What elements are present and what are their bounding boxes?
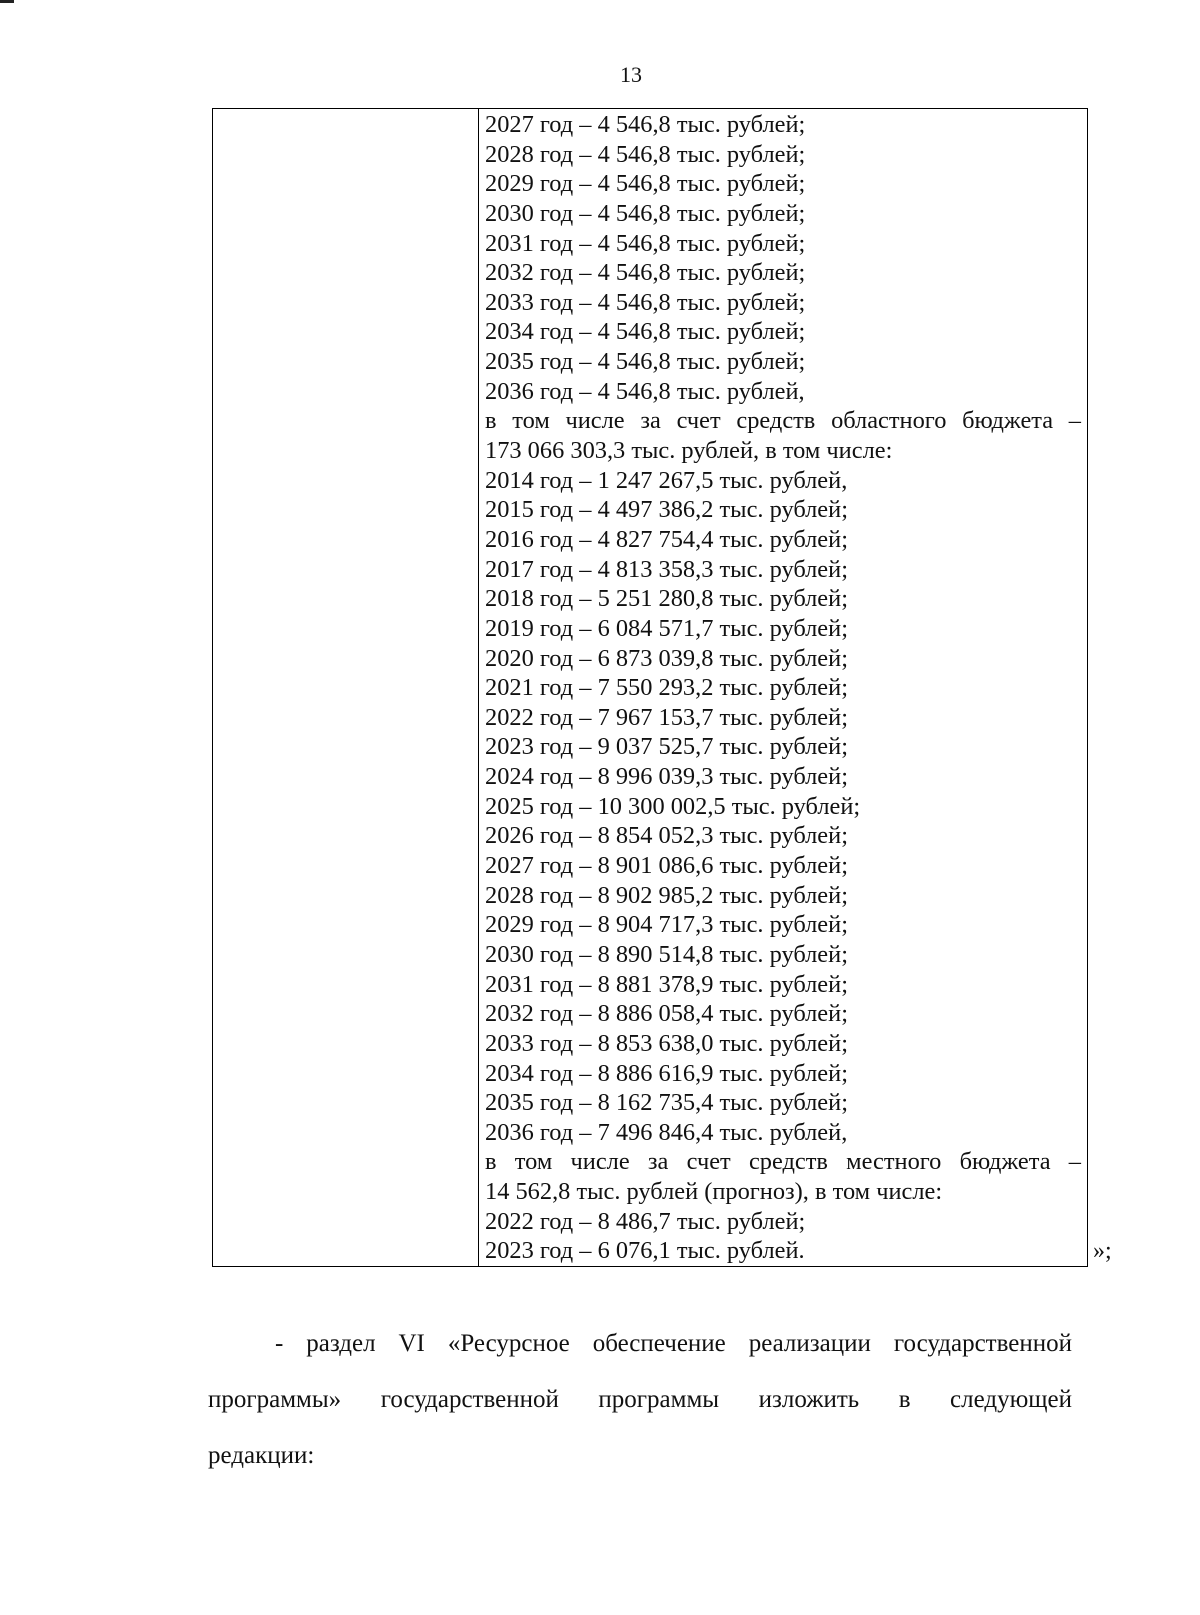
funding-line: 2036 год – 4 546,8 тыс. рублей, <box>485 377 805 405</box>
funding-line: в том числе за счет средств местного бюджета – <box>485 1148 1081 1176</box>
funding-line: 2035 год – 4 546,8 тыс. рублей; <box>485 348 806 376</box>
funding-lines <box>485 110 1081 1266</box>
funding-table <box>212 108 1088 1267</box>
funding-line: 2035 год – 8 162 735,4 тыс. рублей; <box>485 1089 848 1117</box>
funding-line: 2028 год – 8 902 985,2 тыс. рублей; <box>485 881 848 909</box>
funding-line: 2023 год – 6 076,1 тыс. рублей. <box>485 1237 805 1265</box>
table-left-cell <box>213 109 479 1266</box>
amendment-paragraph <box>208 1316 1072 1484</box>
funding-line: 2016 год – 4 827 754,4 тыс. рублей; <box>485 525 848 553</box>
scan-edge-mark <box>0 0 14 3</box>
funding-line: 173 066 303,3 тыс. рублей, в том числе: <box>485 437 893 465</box>
funding-line: 2025 год – 10 300 002,5 тыс. рублей; <box>485 792 861 820</box>
table-closing-mark: »; <box>1093 1238 1112 1264</box>
funding-line: 2017 год – 4 813 358,3 тыс. рублей; <box>485 555 848 583</box>
funding-line: 2022 год – 7 967 153,7 тыс. рублей; <box>485 703 848 731</box>
paragraph-line: - раздел VI «Ресурсное обеспечение реализации государственной <box>275 1330 1072 1357</box>
paragraph-line: редакции: <box>208 1442 315 1469</box>
funding-line: 2014 год – 1 247 267,5 тыс. рублей, <box>485 466 848 494</box>
funding-line: 2021 год – 7 550 293,2 тыс. рублей; <box>485 674 848 702</box>
funding-line: в том числе за счет средств областного бюджета – <box>485 407 1081 435</box>
funding-line: 2032 год – 8 886 058,4 тыс. рублей; <box>485 1000 848 1028</box>
funding-line: 2034 год – 8 886 616,9 тыс. рублей; <box>485 1059 848 1087</box>
funding-line: 2019 год – 6 084 571,7 тыс. рублей; <box>485 614 848 642</box>
funding-line: 2033 год – 4 546,8 тыс. рублей; <box>485 288 806 316</box>
funding-line: 2028 год – 4 546,8 тыс. рублей; <box>485 140 806 168</box>
funding-line: 2027 год – 4 546,8 тыс. рублей; <box>485 111 806 138</box>
funding-line: 2033 год – 8 853 638,0 тыс. рублей; <box>485 1029 848 1057</box>
funding-line: 2030 год – 4 546,8 тыс. рублей; <box>485 199 806 227</box>
funding-line: 2024 год – 8 996 039,3 тыс. рублей; <box>485 763 848 791</box>
funding-line: 2029 год – 4 546,8 тыс. рублей; <box>485 170 806 198</box>
funding-line: 2031 год – 8 881 378,9 тыс. рублей; <box>485 970 848 998</box>
funding-line: 2034 год – 4 546,8 тыс. рублей; <box>485 318 806 346</box>
funding-line: 2032 год – 4 546,8 тыс. рублей; <box>485 259 806 287</box>
funding-line: 2031 год – 4 546,8 тыс. рублей; <box>485 229 806 257</box>
funding-line: 2020 год – 6 873 039,8 тыс. рублей; <box>485 644 848 672</box>
funding-line: 2015 год – 4 497 386,2 тыс. рублей; <box>485 496 848 524</box>
funding-line: 2018 год – 5 251 280,8 тыс. рублей; <box>485 585 848 613</box>
page-number: 13 <box>620 62 642 87</box>
funding-line: 2029 год – 8 904 717,3 тыс. рублей; <box>485 911 848 939</box>
funding-line: 2023 год – 9 037 525,7 тыс. рублей; <box>485 733 848 761</box>
paragraph-line: программы» государственной программы изложить в следующей <box>208 1386 1072 1413</box>
table-right-cell <box>479 109 1087 1266</box>
funding-line: 2022 год – 8 486,7 тыс. рублей; <box>485 1207 806 1235</box>
funding-line: 2030 год – 8 890 514,8 тыс. рублей; <box>485 940 848 968</box>
funding-line: 2026 год – 8 854 052,3 тыс. рублей; <box>485 822 848 850</box>
funding-line: 14 562,8 тыс. рублей (прогноз), в том числе: <box>485 1178 943 1206</box>
funding-line: 2036 год – 7 496 846,4 тыс. рублей, <box>485 1118 848 1146</box>
funding-line: 2027 год – 8 901 086,6 тыс. рублей; <box>485 852 848 880</box>
